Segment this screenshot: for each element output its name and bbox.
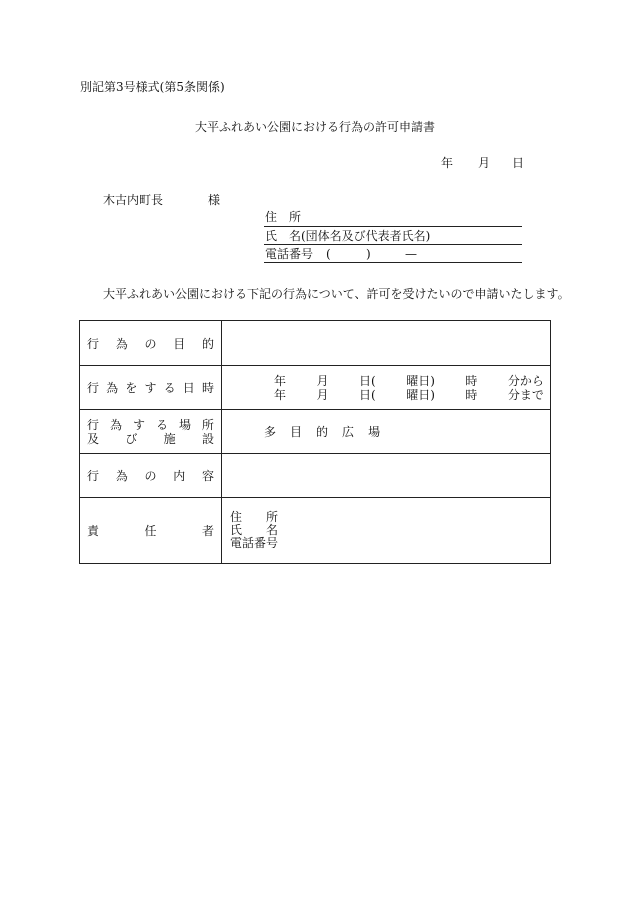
content-value-cell[interactable] (222, 454, 551, 498)
applicant-address-label-1: 住 (265, 210, 278, 224)
date-year: 年 (441, 156, 454, 170)
datetime-from-line (222, 374, 550, 388)
dt-weekday: 曜日) (406, 387, 435, 402)
datetime-char: 為 (106, 381, 119, 395)
datetime-to-line (222, 388, 550, 402)
date-month: 月 (478, 156, 491, 170)
dt-hour: 時 (465, 387, 478, 402)
place-char: す (132, 417, 145, 432)
responsible-name-char: 名 (265, 523, 278, 537)
content-char: 内 (173, 469, 186, 483)
page-title: 大平ふれあい公園における行為の許可申請書 (194, 120, 435, 134)
row-datetime (80, 366, 551, 410)
responsible-char: 任 (144, 524, 157, 538)
place-value-cell[interactable] (222, 410, 551, 454)
applicant-address-label-2: 所 (289, 210, 302, 224)
addressee-honorific: 様 (208, 193, 221, 207)
datetime-char: 日 (182, 381, 195, 395)
place-char: 場 (178, 417, 191, 432)
content-char: 行 (87, 469, 100, 483)
application-table (79, 320, 551, 564)
place-char: る (155, 417, 168, 432)
dt-minute: 分まで (507, 387, 544, 402)
responsible-address-char: 所 (265, 510, 278, 524)
applicant-name-line (264, 244, 522, 245)
applicant-name-label-2: 名(団体名及び代表者氏名) (289, 229, 431, 243)
content-char: 容 (201, 469, 214, 483)
datetime-char: 行 (87, 381, 100, 395)
applicant-phone-dash: — (405, 247, 417, 261)
dt-day: 日( (359, 373, 376, 388)
datetime-char: 時 (201, 381, 214, 395)
content-label (80, 454, 222, 498)
row-place (80, 410, 551, 454)
place-value-char: 的 (316, 425, 329, 439)
row-content (80, 454, 551, 498)
place-value-char: 場 (368, 425, 381, 439)
place-char: 為 (109, 417, 122, 432)
place-char: 行 (87, 417, 100, 432)
dt-minute: 分から (507, 373, 544, 388)
purpose-value-cell[interactable] (222, 321, 551, 366)
applicant-address-line (264, 226, 522, 227)
responsible-name-char: 氏 (230, 523, 243, 537)
purpose-char: 的 (201, 336, 214, 351)
responsible-label (80, 498, 222, 564)
place-value-char: 目 (290, 425, 303, 439)
responsible-value-cell[interactable] (222, 498, 551, 564)
content-char: の (144, 469, 157, 483)
dt-hour: 時 (465, 373, 478, 388)
responsible-char: 者 (201, 524, 214, 538)
date-day: 日 (512, 156, 525, 170)
purpose-char: 行 (87, 336, 100, 351)
purpose-char: 為 (115, 336, 128, 351)
applicant-name-label-1: 氏 (265, 229, 278, 243)
addressee-name: 木古内町長 (103, 193, 164, 207)
form-number: 別記第3号様式(第5条関係) (80, 80, 225, 94)
datetime-label (80, 366, 222, 410)
dt-day: 日( (359, 387, 376, 402)
purpose-char: 目 (173, 336, 186, 351)
datetime-value-cell[interactable] (222, 366, 551, 410)
responsible-phone: 電話番号 (230, 536, 279, 550)
place-value-char: 多 (264, 425, 277, 439)
datetime-char: す (144, 381, 157, 395)
responsible-char: 責 (87, 524, 100, 538)
content-char: 為 (115, 469, 128, 483)
datetime-char: る (163, 381, 176, 395)
applicant-phone-line (264, 262, 522, 263)
responsible-address-char: 住 (230, 510, 243, 524)
dt-month: 月 (316, 387, 329, 402)
applicant-phone-paren-close: ) (366, 247, 371, 261)
dt-year: 年 (274, 373, 287, 388)
facility-char: 及 (87, 431, 100, 446)
intro-text: 大平ふれあい公園における下記の行為について、許可を受けたいので申請いたします。 (103, 287, 570, 301)
dt-month: 月 (316, 373, 329, 388)
purpose-char: の (144, 336, 157, 351)
facility-char: 設 (201, 431, 214, 446)
dt-weekday: 曜日) (406, 373, 435, 388)
row-responsible (80, 498, 551, 564)
applicant-phone-label: 電話番号 (265, 247, 314, 261)
place-char: 所 (201, 417, 214, 432)
datetime-char: を (125, 381, 138, 395)
place-value-char: 広 (342, 425, 355, 439)
purpose-label (80, 321, 222, 366)
place-label (80, 410, 222, 454)
facility-char: び (125, 431, 138, 446)
dt-year: 年 (274, 387, 287, 402)
row-purpose (80, 321, 551, 366)
facility-char: 施 (163, 431, 176, 446)
applicant-phone-paren-open: ( (326, 247, 331, 261)
